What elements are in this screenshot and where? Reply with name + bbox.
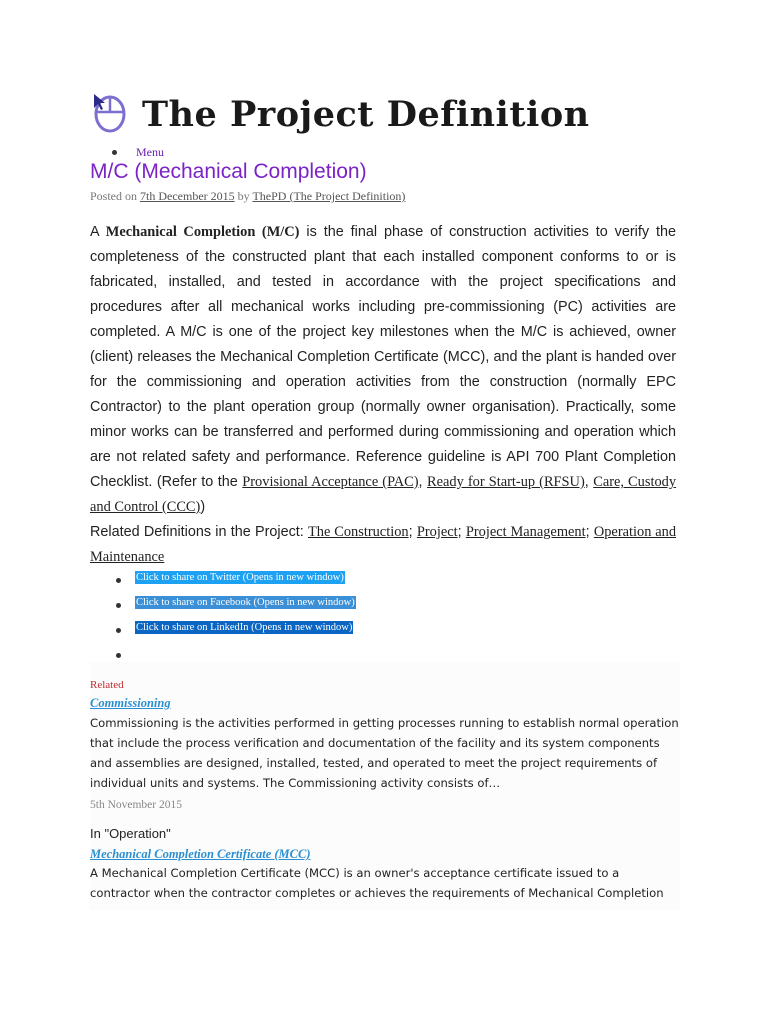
related-post-excerpt: Commissioning is the activities performed in getting processes running to establish normal operation that include the process verification and documentation of the facility and its system components and assemblies are designed, installed, tested, and operated to meet the project requirements of individual units and systems. The Commissioning activity consists of… [90,716,679,790]
share-item-facebook [90,595,676,620]
site-logo[interactable] [90,92,705,138]
site-title: The Project Definition [142,94,590,135]
author-link[interactable]: ThePD (The Project Definition) [252,189,406,203]
bullet-icon [116,653,121,658]
related-post-excerpt: A Mechanical Completion Certificate (MCC) is an owner's acceptance certificate issued to a contractor when the contractor completes or achieves the requirements of Mechanical Completion [90,866,664,900]
bullet-icon [112,150,117,155]
related-heading: Related [90,679,124,691]
share-list [90,570,676,670]
post-title: M/C (Mechanical Completion) [90,160,367,183]
share-facebook-button[interactable]: Click to share on Facebook (Opens in new window) [136,597,355,608]
share-linkedin-button[interactable]: Click to share on LinkedIn (Opens in new window) [136,622,353,633]
menu-link[interactable]: Menu [136,145,164,159]
related-post-date: 5th November 2015 [90,799,182,811]
post-date-link[interactable]: 7th December 2015 [140,189,235,203]
link-pac[interactable]: Provisional Acceptance (PAC) [242,474,419,490]
by-label: by [237,189,250,203]
related-definitions: Related Definitions in the Project: The Construction; Project; Project Management; Operation and Maintenance [90,524,677,565]
share-item-linkedin [90,620,676,645]
mouse-cursor-icon [90,92,134,136]
term: Mechanical Completion (M/C) [105,224,300,240]
link-operation-maintenance[interactable]: Operation and Maintenance [90,524,677,565]
share-item-twitter [90,570,676,595]
bullet-icon [116,578,121,583]
posted-on-label: Posted on [90,189,138,203]
bullet-icon [116,628,121,633]
link-construction[interactable]: The Construction [308,524,409,540]
link-project[interactable]: Project [416,524,458,540]
share-twitter-button[interactable]: Click to share on Twitter (Opens in new window) [136,572,344,583]
link-project-management[interactable]: Project Management [465,524,586,540]
related-post-title[interactable]: Mechanical Completion Certificate (MCC) [90,847,311,861]
related-post-context: In "Operation" [90,826,171,841]
post-body: A Mechanical Completion (M/C) is the final phase of construction activities to verify the completeness of the constructed plant that each installed component conforms to or is fabricated, installed, and tested in accordance with the project specifications and procedures after all mechanical works including pre-commissioning (PC) activities are completed. A M/C is one of the project key milestones when the M/C is achieved, owner (client) releases the Mechanical Completion Certificate (MCC), and the plant is handed over for the commissioning and operation activities from the construction (normally EPC Contractor) to the plant operation group (normally owner organisation). Practically, some minor works can be transferred and performed during commissioning and operation which are not related safety and performance. Reference guideline is API 700 Plant Completion Checklist. (Refer to the Provisional Acceptance (PAC), Ready for Start-up (RFSU), Care, Custody and Control (CCC)) [90,224,677,515]
related-posts [90,662,680,910]
link-ccc[interactable]: Care, Custody and Control (CCC) [90,474,677,515]
post-content [90,220,676,570]
related-post-title[interactable]: Commissioning [90,696,171,710]
link-rfsu[interactable]: Ready for Start-up (RFSU) [427,474,585,490]
bullet-icon [116,603,121,608]
post-meta [90,189,405,204]
